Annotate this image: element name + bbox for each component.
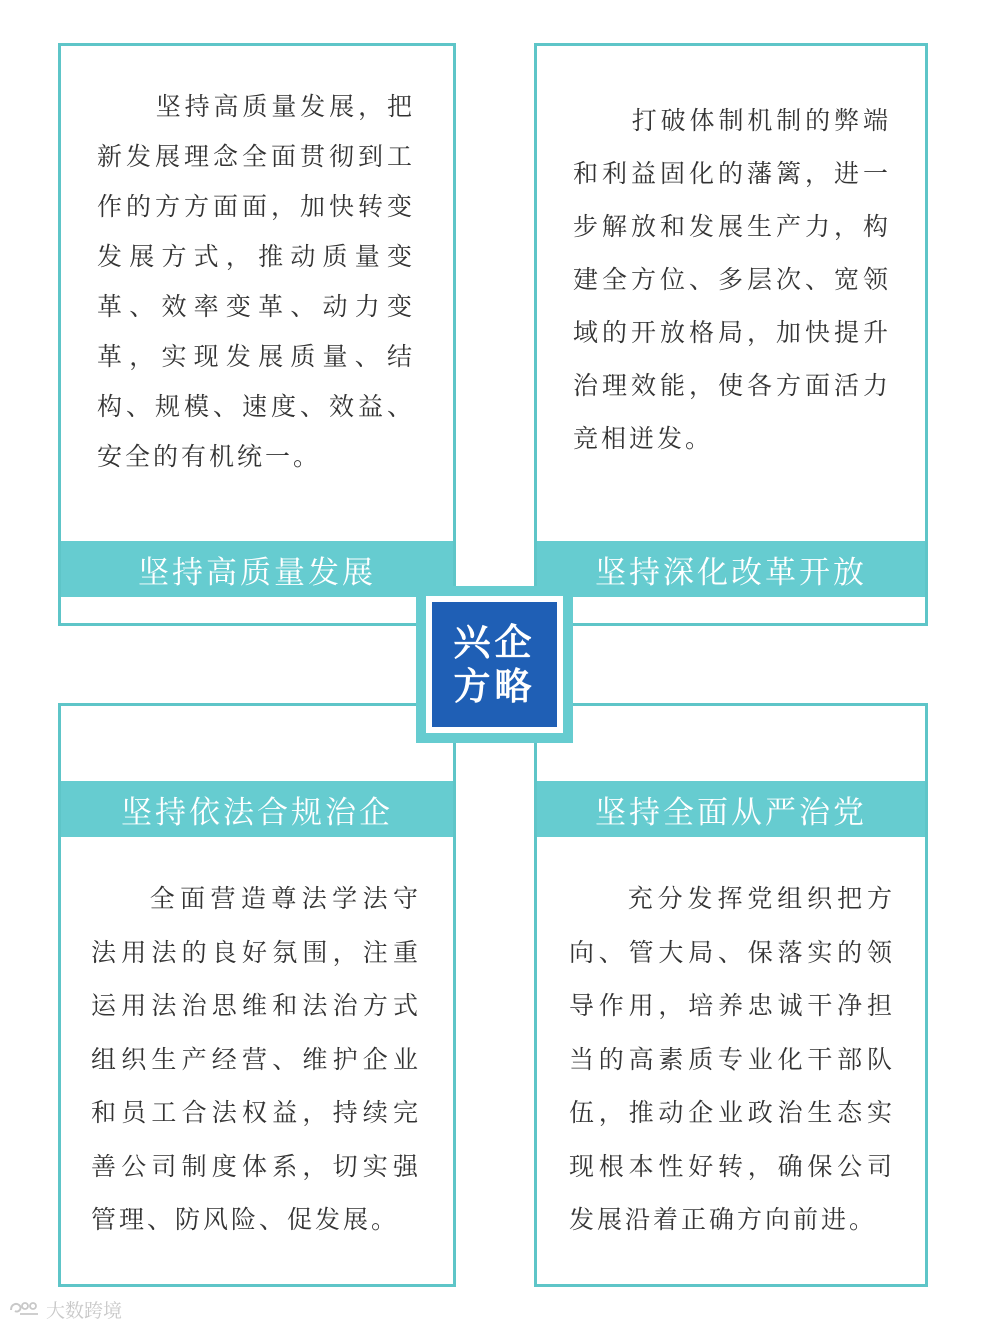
panel-body-text: 充分发挥党组织把方向、管大局、保落实的领导作用，培养忠诚干净担当的高素质专业化干部队伍，推动企业政治生态实现根本性好转，确保公司发展沿着正确方向前进。 bbox=[569, 884, 895, 1234]
center-badge bbox=[416, 586, 573, 743]
center-title-line1: 兴企 bbox=[453, 620, 536, 664]
panel-high-quality-development bbox=[58, 43, 456, 626]
center-title-line2: 方略 bbox=[453, 664, 536, 708]
panel-title: 坚持深化改革开放 bbox=[537, 541, 925, 597]
panel-strict-party-governance bbox=[534, 703, 928, 1287]
watermark bbox=[8, 1296, 122, 1323]
center-badge-frame bbox=[426, 596, 563, 733]
panel-title: 坚持高质量发展 bbox=[61, 541, 453, 597]
panel-body-text: 打破体制机制的弊端和利益固化的藩篱，进一步解放和发展生产力，构建全方位、多层次、宽领域的开放格局，加快提升治理效能，使各方面活力竞相迸发。 bbox=[573, 106, 891, 453]
panel-title: 坚持依法合规治企 bbox=[61, 781, 453, 837]
watermark-text: 大数跨境 bbox=[46, 1300, 123, 1322]
panel-body-text: 坚持高质量发展，把新发展理念全面贯彻到工作的方方面面，加快转变发展方式，推动质量变革、效率变革、动力变革，实现发展质量、结构、规模、速度、效益、安全的有机统一。 bbox=[97, 92, 415, 471]
panel-deepen-reform bbox=[534, 43, 928, 626]
logo-icon bbox=[8, 1300, 42, 1320]
center-badge-core bbox=[432, 602, 557, 727]
panel-body-text: 全面营造尊法学法守法用法的良好氛围，注重运用法治思维和法治方式组织生产经营、维护企业和员工合法权益，持续完善公司制度体系，切实强管理、防风险、促发展。 bbox=[91, 884, 421, 1234]
panel-law-based-governance bbox=[58, 703, 456, 1287]
panel-title: 坚持全面从严治党 bbox=[537, 781, 925, 837]
